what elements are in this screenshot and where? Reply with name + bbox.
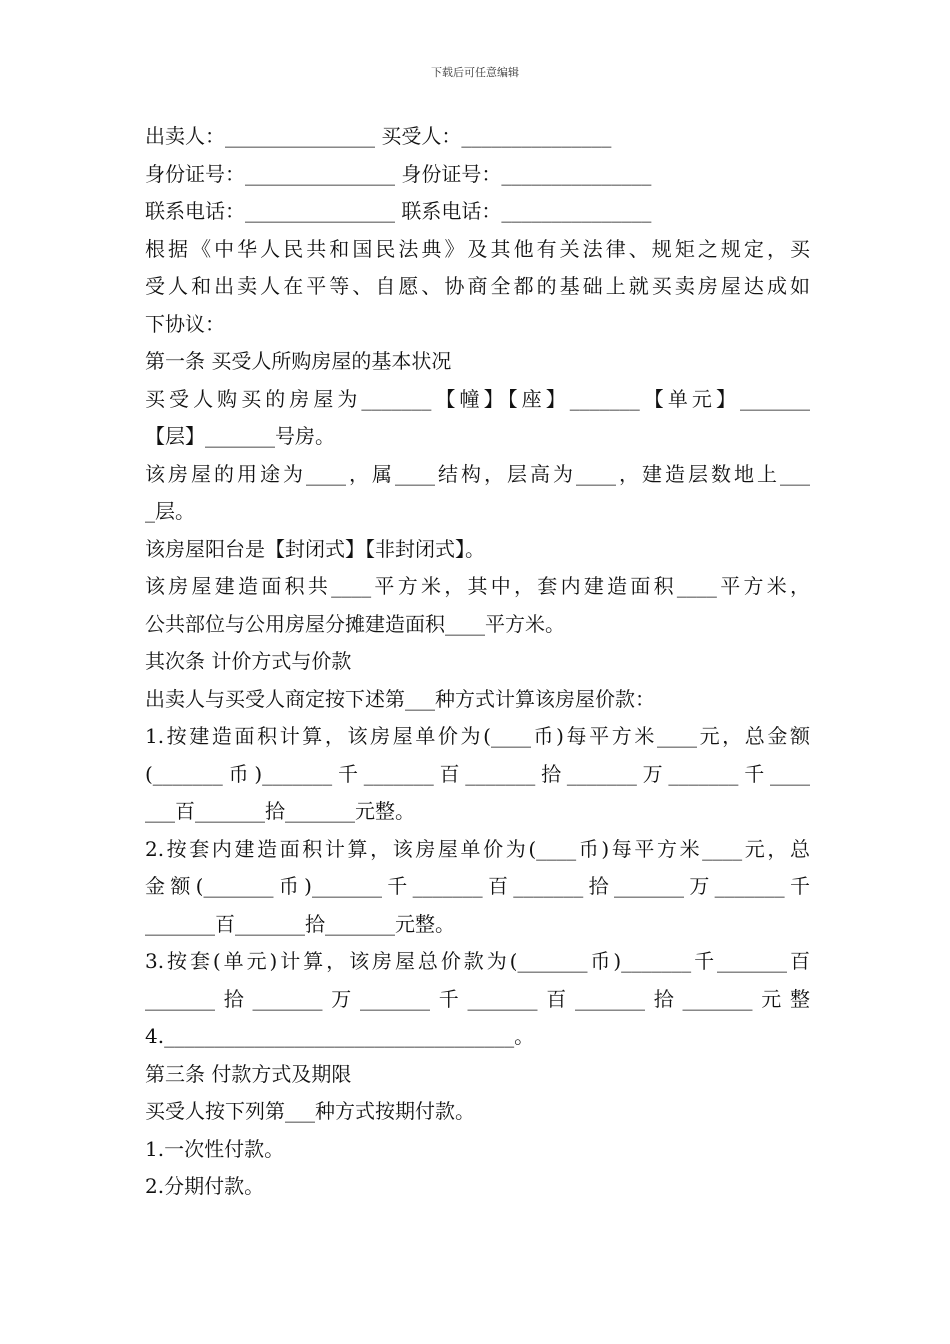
article-1-line-1: 买受人购买的房屋为_______【幢】【座】_______【单元】_______ — [145, 386, 810, 411]
preamble-line-1: 根据《中华人民共和国民法典》及其他有关法律、规矩之规定，买 — [145, 236, 810, 261]
article-2-intro: 出卖人与买受人商定按下述第___种方式计算该房屋价款： — [145, 686, 655, 711]
article-2-option-2-line-2: 金额(_______币)_______千_______百_______拾_______万_______千 — [145, 874, 810, 898]
parties-id-line: 身份证号：_______________ 身份证号：_______________ — [145, 161, 652, 186]
article-2-title: 其次条 计价方式与价款 — [145, 649, 352, 673]
article-2-option-2-line-3: _______百_______拾_______元整。 — [145, 911, 455, 936]
article-1-line-4: _层。 — [145, 499, 195, 523]
parties-names-line: 出卖人：_______________ 买受人：_______________ — [145, 124, 612, 148]
article-2-option-1-line-3: ___百_______拾_______元整。 — [145, 799, 415, 823]
article-1-line-7: 公共部位与公用房屋分摊建造面积____平方米。 — [145, 611, 565, 636]
article-1-title: 第一条 买受人所购房屋的基本状况 — [145, 349, 452, 373]
article-1-line-3: 该房屋的用途为____，属____结构，层高为____，建造层数地上___ — [145, 461, 810, 486]
article-1-line-5: 该房屋阳台是【封闭式】【非封闭式】。 — [145, 536, 485, 561]
preamble-line-2: 受人和出卖人在平等、自愿、协商全都的基础上就买卖房屋达成如 — [145, 274, 810, 298]
parties-phone-line: 联系电话：_______________ 联系电话：_______________ — [145, 199, 652, 223]
article-2-option-3-line-2: _______拾_______万_______千_______百_______拾_______元整 — [145, 986, 810, 1011]
page-header-note: 下载后可任意编辑 — [431, 66, 519, 79]
article-2-option-1-line-2: (_______币)_______千_______百_______拾_______万_______千____ — [145, 761, 810, 786]
contract-body — [145, 118, 810, 1206]
article-3-option-2: 2.分期付款。 — [145, 1174, 265, 1198]
article-3-intro: 买受人按下列第___种方式按期付款。 — [145, 1099, 475, 1123]
preamble-line-3: 下协议： — [145, 311, 225, 336]
article-2-option-1-line-1: 1.按建造面积计算，该房屋单价为(____币)每平方米____元，总金额 — [145, 724, 810, 748]
article-1-line-2: 【层】_______号房。 — [145, 424, 335, 448]
article-2-option-3-line-1: 3.按套(单元)计算，该房屋总价款为(_______币)_______千_______百 — [145, 949, 810, 973]
article-3-title: 第三条 付款方式及期限 — [145, 1061, 352, 1086]
article-3-option-1: 1.一次性付款。 — [145, 1136, 285, 1161]
article-1-line-6: 该房屋建造面积共____平方米，其中，套内建造面积____平方米， — [145, 574, 810, 598]
article-2-option-4-line-1: 4.___________________________________。 — [145, 1024, 535, 1048]
article-2-option-2-line-1: 2.按套内建造面积计算，该房屋单价为(____币)每平方米____元，总 — [145, 836, 810, 861]
